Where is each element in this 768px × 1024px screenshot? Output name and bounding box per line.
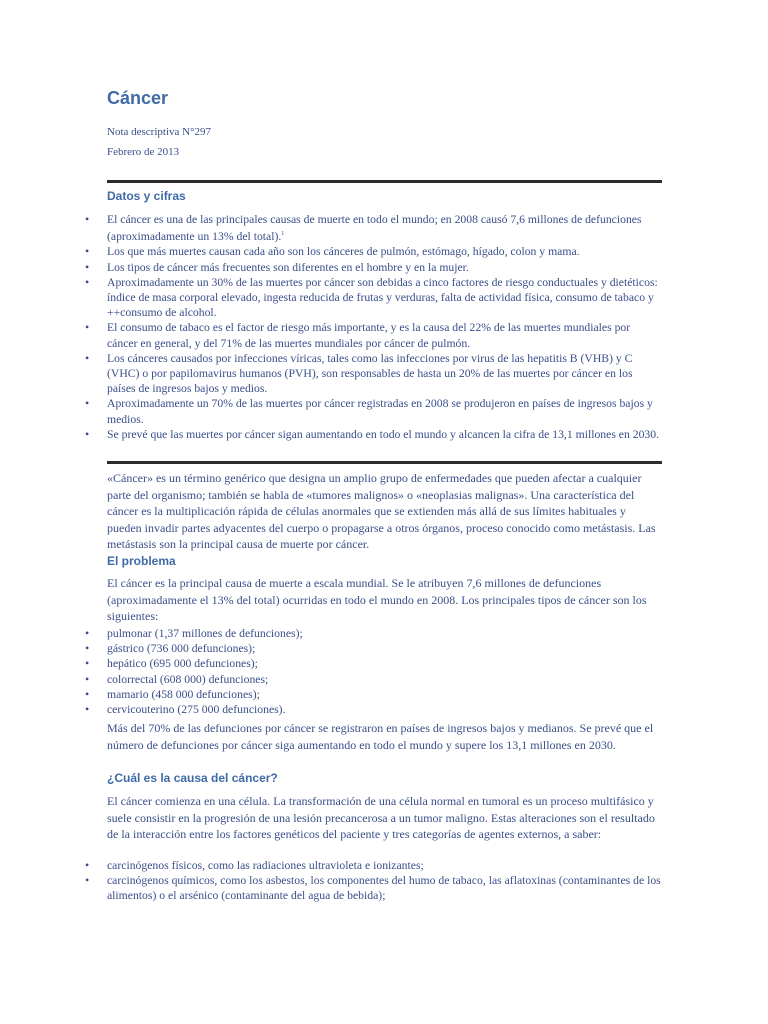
list-item: • Se prevé que las muertes por cáncer sigan aumentando en todo el mundo y alcancen la cifra de 13,1 millones en 2030. <box>85 427 663 442</box>
list-item: • pulmonar (1,37 millones de defunciones); <box>85 626 663 641</box>
section-heading-problema: El problema <box>107 554 176 568</box>
key-facts-list <box>85 212 663 442</box>
causa-paragraph: El cáncer comienza en una célula. La transformación de una célula normal en tumoral es un proceso multifásico y suele consistir en la progresión de una lesión precancerosa a un tumor maligno. Estas alteraciones son el resultado de la interacción entre los factores genéticos del paciente y tres categorías de agentes externos, a saber: <box>107 794 655 842</box>
list-item: • El consumo de tabaco es el factor de riesgo más importante, y es la causa del 22% de las muertes mundiales por cáncer en general, y del 71% de las muertes mundiales por cáncer de pulmón. <box>85 320 663 350</box>
list-item: • carcinógenos químicos, como los asbestos, los componentes del humo de tabaco, las aflatoxinas (contaminantes de los alimentos) o el arsénico (contaminante del agua de bebida); <box>85 873 663 903</box>
list-item-text: El cáncer es una de las principales causas de muerte en todo el mundo; en 2008 causó 7,6 millones de defunciones (aproximadamente un 13% del total). <box>107 213 642 244</box>
fact-sheet-number: Nota descriptiva N°297 <box>107 126 211 138</box>
list-item: • Aproximadamente un 30% de las muertes por cáncer son debidas a cinco factores de riesgo conductuales y dietéticos: índice de masa corporal elevado, ingesta reducida de frutas y verduras, falta de actividad física, consumo de tabaco y ++consumo de alcohol. <box>85 275 663 321</box>
footnote-mark[interactable]: 1 <box>281 231 285 238</box>
intro-paragraph: «Cáncer» es un término genérico que designa un amplio grupo de enfermedades que pueden afectar a cualquier parte del organismo; también se habla de «tumores malignos» o «neoplasias malignas». Una característica del cáncer es la multiplicación rápida de células anormales que se extienden más allá de sus límites habituales y pueden invadir partes adyacentes del cuerpo o propagarse a otros órganos, proceso conocido como metástasis. Las metástasis son la principal causa de muerte por cáncer. <box>107 471 656 552</box>
list-item: • hepático (695 000 defunciones); <box>85 656 663 671</box>
list-item: • Los tipos de cáncer más frecuentes son diferentes en el hombre y en la mujer. <box>85 260 663 275</box>
list-item: • Los que más muertes causan cada año son los cánceres de pulmón, estómago, hígado, colon y mama. <box>85 244 663 259</box>
section-heading-causa: ¿Cuál es la causa del cáncer? <box>107 771 278 785</box>
external-agents-list <box>85 858 663 904</box>
list-item <box>85 212 663 244</box>
list-item: • gástrico (736 000 defunciones); <box>85 641 663 656</box>
section-divider <box>107 180 662 183</box>
cancer-types-list <box>85 626 663 717</box>
list-item: • colorrectal (608 000) defunciones; <box>85 672 663 687</box>
page-title: Cáncer <box>107 88 169 108</box>
list-item: • Los cánceres causados por infecciones víricas, tales como las infecciones por virus de las hepatitis B (VHB) y C (VHC) o por papilomavirus humanos (PVH), son responsables de hasta un 20% de las muertes por cáncer en los países de ingresos bajos y medios. <box>85 351 663 397</box>
list-item: • Aproximadamente un 70% de las muertes por cáncer registradas en 2008 se produjeron en países de ingresos bajos y medios. <box>85 396 663 426</box>
section-divider <box>107 461 662 464</box>
list-item: • mamario (458 000 defunciones); <box>85 687 663 702</box>
section-heading-datos: Datos y cifras <box>107 189 186 203</box>
projection-paragraph: Más del 70% de las defunciones por cáncer se registraron en países de ingresos bajos y medianos. Se prevé que el número de defunciones por cáncer siga aumentando en todo el mundo y supere los 13,1 millones en 2030. <box>107 721 654 752</box>
publication-date: Febrero de 2013 <box>107 146 180 158</box>
list-item: • cervicouterino (275 000 defunciones). <box>85 702 663 717</box>
list-item: • carcinógenos físicos, como las radiaciones ultravioleta e ionizantes; <box>85 858 663 873</box>
problema-paragraph: El cáncer es la principal causa de muerte a escala mundial. Se le atribuyen 7,6 millones de defunciones (aproximadamente el 13% del total) ocurridas en todo el mundo en 2008. Los principales tipos de cáncer son los siguientes: <box>107 576 647 624</box>
